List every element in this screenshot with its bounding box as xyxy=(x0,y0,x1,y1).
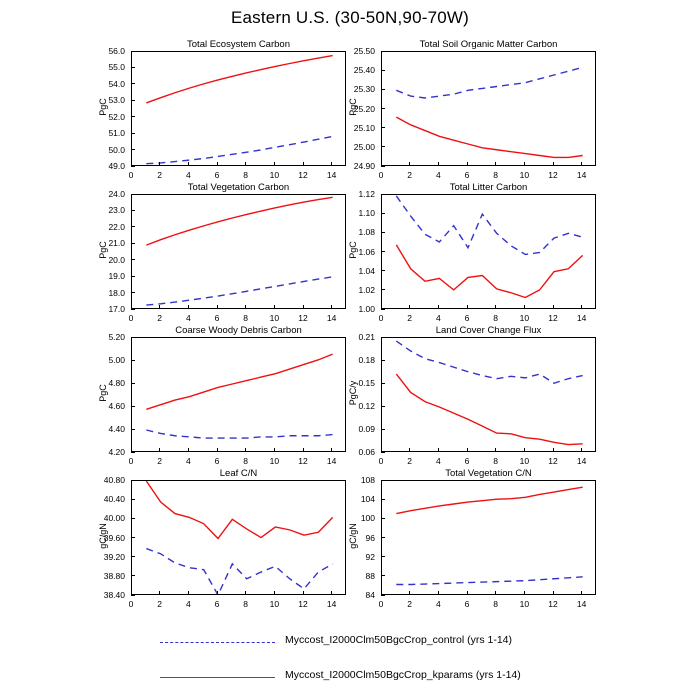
y-axis-tick xyxy=(381,51,385,52)
y-axis-tick xyxy=(381,289,385,290)
y-axis-label: gC/gN xyxy=(348,522,358,549)
x-axis-tick-label: 12 xyxy=(548,456,558,466)
y-axis-tick-label: 55.0 xyxy=(108,62,125,73)
x-axis-tick xyxy=(495,591,496,595)
x-axis-tick-label: 12 xyxy=(298,599,308,609)
x-axis-tick xyxy=(524,305,525,309)
y-axis-tick xyxy=(381,595,385,596)
x-axis-tick xyxy=(553,162,554,166)
x-axis-tick xyxy=(274,448,275,452)
y-axis-tick xyxy=(131,480,135,481)
page-title: Eastern U.S. (30-50N,90-70W) xyxy=(230,8,470,27)
x-axis-tick xyxy=(381,162,382,166)
y-axis-tick xyxy=(381,270,385,271)
y-axis-tick xyxy=(131,100,135,101)
panel-title: Land Cover Change Flux xyxy=(435,325,542,336)
x-axis-tick xyxy=(245,305,246,309)
x-axis-tick xyxy=(409,305,410,309)
x-axis-tick-label: 0 xyxy=(128,599,134,609)
y-axis-tick xyxy=(381,452,385,453)
y-axis-tick-label: 4.60 xyxy=(108,401,125,411)
x-axis-tick xyxy=(524,591,525,595)
x-axis-tick-label: 14 xyxy=(576,170,587,180)
x-axis-tick-label: 0 xyxy=(128,456,134,466)
chart-panel xyxy=(98,39,346,184)
y-axis-tick-label: 20.0 xyxy=(108,254,125,265)
y-axis-tick-label: 25.10 xyxy=(353,122,375,133)
y-axis-tick-label: 22.0 xyxy=(108,221,125,232)
y-axis-tick-label: 0.12 xyxy=(358,401,375,411)
y-axis-tick xyxy=(131,276,135,277)
x-axis-tick-label: 6 xyxy=(464,313,470,323)
x-axis-tick xyxy=(438,591,439,595)
y-axis-tick xyxy=(131,259,135,260)
y-axis-tick-label: 23.0 xyxy=(108,205,125,216)
x-axis-tick xyxy=(159,305,160,309)
x-axis-tick-label: 4 xyxy=(185,599,191,609)
y-axis-tick xyxy=(131,309,135,310)
y-axis-tick-label: 0.09 xyxy=(358,424,375,434)
x-axis-tick-label: 10 xyxy=(269,599,280,609)
y-axis-tick xyxy=(131,383,135,384)
legend-line-swatch xyxy=(160,642,275,643)
y-axis-tick xyxy=(381,166,385,167)
x-axis-tick-label: 6 xyxy=(214,313,220,323)
x-axis-tick xyxy=(467,448,468,452)
y-axis-tick xyxy=(381,406,385,407)
y-axis-tick-label: 25.20 xyxy=(353,103,375,114)
y-axis-tick-label: 50.0 xyxy=(108,144,125,155)
legend-item xyxy=(160,633,580,653)
x-axis-tick-label: 10 xyxy=(519,599,530,609)
y-axis-tick xyxy=(381,556,385,557)
panel-title: Coarse Woody Debris Carbon xyxy=(175,325,302,336)
x-axis-tick xyxy=(581,448,582,452)
y-axis-tick xyxy=(381,70,385,71)
x-axis-tick-label: 6 xyxy=(214,170,220,180)
x-axis-tick xyxy=(245,448,246,452)
x-axis-tick-label: 12 xyxy=(298,170,308,180)
y-axis-tick-label: 5.00 xyxy=(108,355,125,365)
y-axis-tick xyxy=(131,337,135,338)
y-axis-tick-label: 104 xyxy=(360,494,375,505)
y-axis-label: PgC xyxy=(348,97,358,116)
y-axis-tick-label: 19.0 xyxy=(108,271,125,282)
y-axis-tick xyxy=(381,232,385,233)
plot-area xyxy=(381,194,596,309)
legend-label: Myccost_I2000Clm50BgcCrop_kparams (yrs 1-14) xyxy=(285,669,521,681)
y-axis-tick-label: 38.80 xyxy=(103,570,125,581)
x-axis-tick xyxy=(438,305,439,309)
x-axis-tick xyxy=(245,162,246,166)
x-axis-tick xyxy=(131,591,132,595)
y-axis-tick xyxy=(381,518,385,519)
y-axis-tick-label: 24.0 xyxy=(108,189,125,199)
x-axis-tick-label: 10 xyxy=(519,456,530,466)
x-axis-tick xyxy=(217,162,218,166)
x-axis-tick-label: 6 xyxy=(464,170,470,180)
y-axis-tick xyxy=(131,595,135,596)
chart-panel xyxy=(348,182,596,327)
x-axis-tick xyxy=(188,448,189,452)
x-axis-tick-label: 8 xyxy=(243,313,249,323)
y-axis-tick-label: 1.12 xyxy=(358,189,375,199)
y-axis-tick xyxy=(381,251,385,252)
x-axis-tick-label: 14 xyxy=(326,599,337,609)
x-axis-tick xyxy=(553,448,554,452)
y-axis-tick-label: 25.40 xyxy=(353,65,375,76)
legend-line-swatch xyxy=(160,677,275,678)
legend-label: Myccost_I2000Clm50BgcCrop_control (yrs 1-14) xyxy=(285,634,513,646)
x-axis-tick xyxy=(553,305,554,309)
y-axis-tick xyxy=(131,429,135,430)
y-axis-tick-label: 17.0 xyxy=(108,304,125,314)
x-axis-tick-label: 8 xyxy=(243,456,249,466)
x-axis-tick-label: 14 xyxy=(326,313,337,323)
x-axis-tick xyxy=(274,591,275,595)
x-axis-tick xyxy=(409,162,410,166)
plot-area xyxy=(131,51,346,166)
y-axis-tick xyxy=(131,133,135,134)
x-axis-tick-label: 12 xyxy=(548,313,558,323)
y-axis-tick xyxy=(381,213,385,214)
y-axis-tick xyxy=(381,108,385,109)
y-axis-tick xyxy=(131,243,135,244)
x-axis-tick xyxy=(381,305,382,309)
y-axis-tick-label: 54.0 xyxy=(108,78,125,89)
x-axis-tick-label: 14 xyxy=(326,456,337,466)
plot-area xyxy=(381,51,596,166)
y-axis-tick xyxy=(131,452,135,453)
plot-area xyxy=(131,480,346,595)
x-axis-tick-label: 8 xyxy=(493,599,499,609)
x-axis-tick xyxy=(274,305,275,309)
x-axis-tick-label: 0 xyxy=(378,170,384,180)
y-axis-tick-label: 4.80 xyxy=(108,378,125,388)
x-axis-tick-label: 10 xyxy=(519,170,530,180)
y-axis-tick xyxy=(131,499,135,500)
x-axis-tick xyxy=(217,448,218,452)
x-axis-tick xyxy=(581,591,582,595)
y-axis-tick xyxy=(131,575,135,576)
y-axis-tick-label: 40.80 xyxy=(103,475,125,485)
x-axis-tick-label: 4 xyxy=(435,599,441,609)
x-axis-tick-label: 6 xyxy=(464,456,470,466)
y-axis-tick xyxy=(381,127,385,128)
y-axis-tick-label: 1.00 xyxy=(358,304,375,314)
x-axis-tick xyxy=(131,162,132,166)
y-axis-tick-label: 88 xyxy=(365,570,375,581)
x-axis-tick-label: 10 xyxy=(269,456,280,466)
x-axis-tick-label: 2 xyxy=(407,456,413,466)
x-axis-tick xyxy=(159,448,160,452)
y-axis-tick-label: 25.30 xyxy=(353,84,375,95)
y-axis-tick xyxy=(131,556,135,557)
plot-area xyxy=(381,337,596,452)
chart-panel xyxy=(348,39,596,184)
x-axis-tick xyxy=(131,448,132,452)
x-axis-tick-label: 0 xyxy=(128,170,134,180)
chart-panel xyxy=(98,468,346,613)
x-axis-tick-label: 6 xyxy=(464,599,470,609)
y-axis-tick xyxy=(381,194,385,195)
y-axis-tick-label: 51.0 xyxy=(108,128,125,139)
y-axis-tick-label: 0.15 xyxy=(358,378,375,388)
x-axis-tick-label: 2 xyxy=(157,313,163,323)
x-axis-tick xyxy=(409,591,410,595)
y-axis-tick-label: 1.06 xyxy=(358,246,375,257)
x-axis-tick-label: 4 xyxy=(435,456,441,466)
x-axis-tick-label: 2 xyxy=(157,599,163,609)
y-axis-label: gC/gN xyxy=(98,522,108,549)
x-axis-tick xyxy=(217,591,218,595)
y-axis-tick-label: 40.40 xyxy=(103,494,125,505)
x-axis-tick xyxy=(217,305,218,309)
y-axis-tick-label: 108 xyxy=(360,475,375,485)
y-axis-tick-label: 40.00 xyxy=(103,513,125,524)
x-axis-tick-label: 10 xyxy=(269,170,280,180)
x-axis-tick-label: 14 xyxy=(326,170,337,180)
chart-panel xyxy=(98,325,346,470)
x-axis-tick-label: 12 xyxy=(298,456,308,466)
y-axis-tick xyxy=(131,292,135,293)
x-axis-tick-label: 0 xyxy=(128,313,134,323)
x-axis-tick xyxy=(467,591,468,595)
chart-panel xyxy=(348,325,596,470)
x-axis-tick-label: 6 xyxy=(214,599,220,609)
x-axis-tick xyxy=(495,162,496,166)
y-axis-tick xyxy=(381,360,385,361)
panel-title: Total Soil Organic Matter Carbon xyxy=(419,39,558,50)
x-axis-tick xyxy=(303,162,304,166)
y-axis-tick xyxy=(131,360,135,361)
x-axis-tick xyxy=(467,162,468,166)
y-axis-tick xyxy=(131,51,135,52)
x-axis-tick-label: 14 xyxy=(576,313,587,323)
x-axis-tick-label: 10 xyxy=(269,313,280,323)
y-axis-tick-label: 1.04 xyxy=(358,265,375,276)
x-axis-tick-label: 4 xyxy=(435,313,441,323)
y-axis-tick-label: 39.60 xyxy=(103,532,125,543)
panel-title: Total Vegetation C/N xyxy=(445,468,532,479)
x-axis-tick xyxy=(381,591,382,595)
legend-item xyxy=(160,668,580,688)
y-axis-tick-label: 0.18 xyxy=(358,355,375,365)
y-axis-tick xyxy=(381,309,385,310)
y-axis-tick-label: 49.0 xyxy=(108,161,125,171)
y-axis-tick-label: 52.0 xyxy=(108,111,125,122)
y-axis-tick-label: 100 xyxy=(360,513,375,524)
y-axis-label: PgC xyxy=(348,240,358,259)
y-axis-tick xyxy=(131,210,135,211)
y-axis-tick xyxy=(131,166,135,167)
x-axis-tick-label: 2 xyxy=(157,170,163,180)
x-axis-tick-label: 2 xyxy=(407,599,413,609)
y-axis-label: PgC xyxy=(98,97,108,116)
x-axis-tick-label: 8 xyxy=(243,170,249,180)
y-axis-label: PgC xyxy=(98,240,108,259)
y-axis-tick xyxy=(131,406,135,407)
y-axis-tick-label: 0.06 xyxy=(358,447,375,457)
x-axis-tick xyxy=(159,162,160,166)
y-axis-tick xyxy=(381,499,385,500)
x-axis-tick xyxy=(524,448,525,452)
y-axis-tick-label: 4.20 xyxy=(108,447,125,457)
y-axis-tick xyxy=(381,89,385,90)
plot-area xyxy=(131,337,346,452)
plot-area xyxy=(381,480,596,595)
y-axis-tick-label: 84 xyxy=(365,590,375,600)
y-axis-tick-label: 25.00 xyxy=(353,141,375,152)
y-axis-tick xyxy=(381,337,385,338)
y-axis-tick-label: 96 xyxy=(365,532,375,543)
y-axis-tick-label: 53.0 xyxy=(108,95,125,106)
y-axis-tick-label: 39.20 xyxy=(103,551,125,562)
y-axis-tick-label: 1.08 xyxy=(358,227,375,238)
x-axis-tick xyxy=(495,305,496,309)
y-axis-tick xyxy=(381,429,385,430)
y-axis-tick-label: 1.10 xyxy=(358,208,375,219)
x-axis-tick xyxy=(303,448,304,452)
x-axis-tick-label: 0 xyxy=(378,599,384,609)
x-axis-tick-label: 12 xyxy=(298,313,308,323)
x-axis-tick-label: 2 xyxy=(157,456,163,466)
y-axis-tick-label: 56.0 xyxy=(108,46,125,56)
x-axis-tick xyxy=(467,305,468,309)
y-axis-tick xyxy=(381,537,385,538)
x-axis-tick xyxy=(409,448,410,452)
y-axis-tick-label: 21.0 xyxy=(108,238,125,249)
x-axis-tick xyxy=(495,448,496,452)
y-axis-tick-label: 18.0 xyxy=(108,287,125,298)
y-axis-tick-label: 25.50 xyxy=(353,46,375,56)
x-axis-tick xyxy=(303,591,304,595)
y-axis-tick xyxy=(131,226,135,227)
x-axis-tick-label: 8 xyxy=(493,313,499,323)
x-axis-tick xyxy=(131,305,132,309)
x-axis-tick-label: 12 xyxy=(548,170,558,180)
y-axis-tick-label: 38.40 xyxy=(103,590,125,600)
panel-title: Leaf C/N xyxy=(219,468,258,479)
x-axis-tick xyxy=(245,591,246,595)
panel-title: Total Vegetation Carbon xyxy=(187,182,290,193)
y-axis-tick xyxy=(131,518,135,519)
x-axis-tick xyxy=(524,162,525,166)
panel-title: Total Ecosystem Carbon xyxy=(187,39,290,50)
x-axis-tick xyxy=(581,162,582,166)
panel-title: Total Litter Carbon xyxy=(449,182,528,193)
x-axis-tick xyxy=(188,162,189,166)
y-axis-label: PgC/y xyxy=(348,380,358,405)
x-axis-tick xyxy=(303,305,304,309)
x-axis-tick-label: 4 xyxy=(185,313,191,323)
x-axis-tick xyxy=(581,305,582,309)
x-axis-tick xyxy=(274,162,275,166)
x-axis-tick xyxy=(438,162,439,166)
x-axis-tick-label: 14 xyxy=(576,599,587,609)
y-axis-tick xyxy=(131,116,135,117)
y-axis-tick-label: 1.02 xyxy=(358,284,375,295)
x-axis-tick xyxy=(188,591,189,595)
x-axis-tick-label: 4 xyxy=(185,170,191,180)
x-axis-tick-label: 14 xyxy=(576,456,587,466)
x-axis-tick xyxy=(381,448,382,452)
x-axis-tick-label: 8 xyxy=(243,599,249,609)
y-axis-tick xyxy=(381,480,385,481)
y-axis-tick xyxy=(381,146,385,147)
y-axis-tick xyxy=(381,383,385,384)
y-axis-tick-label: 92 xyxy=(365,551,375,562)
y-axis-tick xyxy=(131,83,135,84)
x-axis-tick xyxy=(159,591,160,595)
x-axis-tick-label: 2 xyxy=(407,313,413,323)
y-axis-tick-label: 5.20 xyxy=(108,332,125,342)
x-axis-tick-label: 4 xyxy=(435,170,441,180)
y-axis-tick xyxy=(131,67,135,68)
x-axis-tick xyxy=(553,591,554,595)
y-axis-tick-label: 24.90 xyxy=(353,161,375,171)
x-axis-tick-label: 12 xyxy=(548,599,558,609)
x-axis-tick-label: 8 xyxy=(493,456,499,466)
x-axis-tick xyxy=(438,448,439,452)
y-axis-tick xyxy=(381,575,385,576)
chart-panel xyxy=(348,468,596,613)
x-axis-tick-label: 4 xyxy=(185,456,191,466)
y-axis-label: PgC xyxy=(98,383,108,402)
x-axis-tick-label: 0 xyxy=(378,456,384,466)
y-axis-tick-label: 0.21 xyxy=(358,332,375,342)
x-axis-tick-label: 6 xyxy=(214,456,220,466)
plot-area xyxy=(131,194,346,309)
y-axis-tick xyxy=(131,149,135,150)
x-axis-tick-label: 0 xyxy=(378,313,384,323)
x-axis-tick-label: 10 xyxy=(519,313,530,323)
y-axis-tick-label: 4.40 xyxy=(108,424,125,434)
chart-panel xyxy=(98,182,346,327)
y-axis-tick xyxy=(131,194,135,195)
y-axis-tick xyxy=(131,537,135,538)
x-axis-tick-label: 2 xyxy=(407,170,413,180)
x-axis-tick-label: 8 xyxy=(493,170,499,180)
x-axis-tick xyxy=(188,305,189,309)
